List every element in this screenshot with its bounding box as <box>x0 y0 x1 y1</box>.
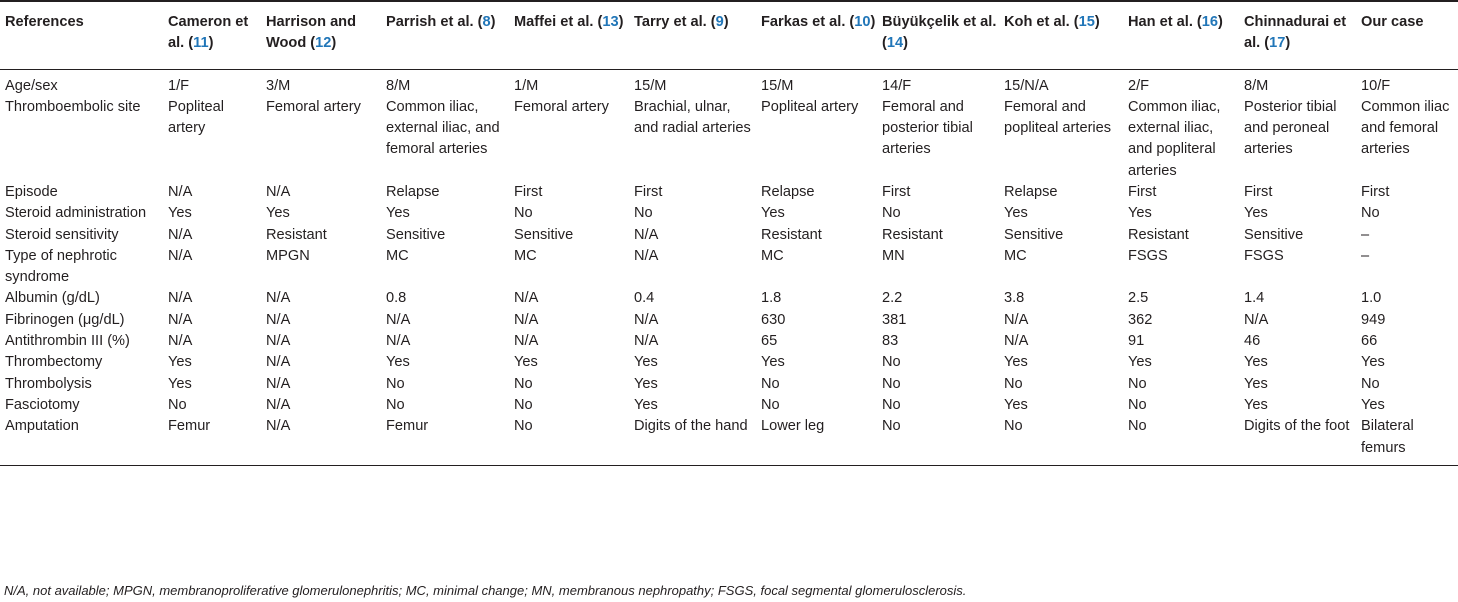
reference-close-paren: ) <box>331 35 337 52</box>
row-label: Thrombectomy <box>5 354 103 371</box>
row-label: Thrombolysis <box>5 375 92 392</box>
column-header-label: Parrish et al. ( <box>386 14 483 30</box>
table-cell: No <box>1128 396 1147 413</box>
column-header-11 <box>1356 1 1458 69</box>
table-row <box>0 182 1458 203</box>
table-cell: N/A <box>386 333 411 350</box>
table-row <box>0 225 1458 246</box>
table-cell: 3.8 <box>1004 290 1025 307</box>
table-cell: No <box>1128 375 1147 392</box>
table-cell: Yes <box>514 354 538 371</box>
table-row <box>0 97 1458 182</box>
table-row <box>0 246 1458 289</box>
row-label: Type of nephrotic syndrome <box>5 247 117 286</box>
table-cell: Yes <box>1004 396 1028 413</box>
reference-link[interactable]: 9 <box>715 14 724 30</box>
table-cell: Common iliac, external iliac, and femoral arteries <box>386 98 500 158</box>
table-cell: 10/F <box>1361 77 1391 94</box>
reference-close-paren: ) <box>208 35 214 52</box>
column-header-5 <box>629 1 756 69</box>
table-cell: N/A <box>266 183 291 200</box>
table-cell: Yes <box>1361 396 1385 413</box>
table-cell: 83 <box>882 333 899 350</box>
table-cell: MC <box>1004 247 1027 264</box>
table-cell: Femoral artery <box>514 98 609 115</box>
table-cell: – <box>1361 247 1370 264</box>
table-cell: No <box>386 396 405 413</box>
table-cell: First <box>882 183 911 200</box>
reference-close-paren: ) <box>723 14 729 30</box>
table-footnote: N/A, not available; MPGN, membranoproliferative glomerulonephritis; MC, minimal change; MN, membranous nephropathy; FSGS, focal segmental glomerulosclerosis. <box>4 583 967 598</box>
table-cell: Yes <box>1004 205 1028 222</box>
table-cell: – <box>1361 226 1370 243</box>
table-cell: FSGS <box>1244 247 1284 264</box>
row-label: Antithrombin III (%) <box>5 333 130 350</box>
table-cell: Sensitive <box>1244 226 1304 243</box>
table-cell: 15/N/A <box>1004 77 1049 94</box>
reference-link[interactable]: 14 <box>886 35 904 52</box>
table-cell: Yes <box>168 205 192 222</box>
table-cell: N/A <box>514 311 539 328</box>
table-cell: No <box>882 354 901 371</box>
table-cell: 1/F <box>168 77 190 94</box>
table-cell: Sensitive <box>1004 226 1064 243</box>
table-cell: Yes <box>168 375 192 392</box>
table-cell: No <box>386 375 405 392</box>
row-label: Steroid sensitivity <box>5 226 119 243</box>
table-row <box>0 416 1458 465</box>
table-row <box>0 352 1458 373</box>
table-cell: No <box>882 418 901 435</box>
table-cell: Yes <box>386 354 410 371</box>
table-cell: No <box>514 418 533 435</box>
table-row <box>0 374 1458 395</box>
table-cell: Yes <box>168 354 192 371</box>
table-cell: N/A <box>266 333 291 350</box>
reference-close-paren: ) <box>1285 35 1291 52</box>
column-header-label: Han et al. ( <box>1128 14 1202 30</box>
table-cell: Resistant <box>882 226 943 243</box>
table-cell: Femur <box>386 418 429 435</box>
table-cell: Resistant <box>761 226 822 243</box>
table-cell: Relapse <box>386 183 440 200</box>
table-cell: Yes <box>1244 205 1268 222</box>
reference-link[interactable]: 8 <box>482 14 491 30</box>
table-cell: FSGS <box>1128 247 1168 264</box>
reference-link[interactable]: 15 <box>1078 14 1095 30</box>
column-header-label: Our case <box>1361 14 1424 30</box>
table-cell: 91 <box>1128 333 1145 350</box>
table-cell: No <box>761 375 780 392</box>
table-cell: 14/F <box>882 77 912 94</box>
table-cell: 8/M <box>386 77 411 94</box>
table-cell: Yes <box>1128 354 1152 371</box>
table-cell: Sensitive <box>514 226 574 243</box>
table-cell: Common iliac, external iliac, and popliteral arteries <box>1128 98 1221 179</box>
table-cell: Digits of the hand <box>634 418 748 435</box>
table-cell: Relapse <box>1004 183 1058 200</box>
reference-close-paren: ) <box>870 14 876 30</box>
table-cell: First <box>514 183 543 200</box>
table-cell: 630 <box>761 311 786 328</box>
table-cell: Lower leg <box>761 418 825 435</box>
column-header-label: References <box>5 14 84 30</box>
reference-close-paren: ) <box>490 14 496 30</box>
column-header-label: Chinnadurai et al. ( <box>1244 14 1347 52</box>
table-cell: 8/M <box>1244 77 1269 94</box>
table-cell: N/A <box>1244 311 1269 328</box>
table-cell: 65 <box>761 333 778 350</box>
table-cell: No <box>514 396 533 413</box>
table-cell: Common iliac and femoral arteries <box>1361 98 1450 158</box>
table-cell: Yes <box>1244 375 1268 392</box>
table-cell: Yes <box>1244 354 1268 371</box>
table-cell: N/A <box>168 333 193 350</box>
column-header-8 <box>999 1 1123 69</box>
reference-close-paren: ) <box>903 35 908 52</box>
table-cell: No <box>882 205 901 222</box>
table-cell: MC <box>761 247 784 264</box>
table-cell: MN <box>882 247 905 264</box>
table-cell: 362 <box>1128 311 1153 328</box>
table-cell: Yes <box>1128 205 1152 222</box>
table-cell: 66 <box>1361 333 1378 350</box>
row-label: Amputation <box>5 418 79 435</box>
table-cell: 15/M <box>761 77 794 94</box>
table-cell: MC <box>514 247 537 264</box>
table-cell: 0.4 <box>634 290 655 307</box>
column-header-label: Büyükçelik et al. ( <box>882 14 997 52</box>
table-cell: First <box>1244 183 1273 200</box>
table-cell: MC <box>386 247 409 264</box>
table-cell: Yes <box>761 354 785 371</box>
table-cell: 1.8 <box>761 290 782 307</box>
table-cell: 0.8 <box>386 290 407 307</box>
table-cell: N/A <box>514 290 539 307</box>
table-cell: N/A <box>1004 333 1029 350</box>
table-cell: N/A <box>266 354 291 371</box>
table-cell: Sensitive <box>386 226 446 243</box>
table-cell: N/A <box>168 311 193 328</box>
table-cell: Yes <box>761 205 785 222</box>
table-cell: First <box>1128 183 1157 200</box>
table-cell: 1.0 <box>1361 290 1382 307</box>
reference-link[interactable]: 10 <box>854 14 871 30</box>
column-header-2 <box>261 1 381 69</box>
column-header-1 <box>163 1 261 69</box>
table-cell: Relapse <box>761 183 815 200</box>
table-cell: 3/M <box>266 77 291 94</box>
column-header-6 <box>756 1 877 69</box>
table-cell: Femoral artery <box>266 98 361 115</box>
column-header-4 <box>509 1 629 69</box>
table-cell: N/A <box>634 226 659 243</box>
reference-close-paren: ) <box>618 14 624 30</box>
reference-close-paren: ) <box>1218 14 1223 30</box>
column-header-label: Harrison and Wood ( <box>266 14 357 52</box>
table-row <box>0 395 1458 416</box>
table-cell: No <box>514 205 533 222</box>
table-cell: 2/F <box>1128 77 1150 94</box>
table-cell: N/A <box>168 183 193 200</box>
table-cell: No <box>1004 375 1023 392</box>
row-label: Steroid administration <box>5 205 147 222</box>
table-cell: 15/M <box>634 77 667 94</box>
row-label: Episode <box>5 183 58 200</box>
reference-link[interactable]: 13 <box>602 14 619 30</box>
table-cell: Yes <box>1361 354 1385 371</box>
table-cell: 1.4 <box>1244 290 1265 307</box>
reference-close-paren: ) <box>1094 14 1100 30</box>
table-cell: Femoral and popliteal arteries <box>1004 98 1112 137</box>
table-cell: 381 <box>882 311 907 328</box>
reference-link[interactable]: 16 <box>1201 14 1219 30</box>
table-cell: No <box>514 375 533 392</box>
column-header-label: Koh et al. ( <box>1004 14 1079 30</box>
table-cell: First <box>634 183 663 200</box>
column-header-10 <box>1239 1 1356 69</box>
column-header-label: Farkas et al. ( <box>761 14 855 30</box>
table-cell: Femoral and posterior tibial arteries <box>882 98 973 158</box>
table-row <box>0 288 1458 309</box>
row-label: Fasciotomy <box>5 396 80 413</box>
table-cell: No <box>634 205 653 222</box>
table-cell: Yes <box>1004 354 1028 371</box>
table-cell: No <box>761 396 780 413</box>
table-cell: N/A <box>168 247 193 264</box>
header-row <box>0 1 1458 69</box>
column-header-label: Maffei et al. ( <box>514 14 603 30</box>
column-header-label: Tarry et al. ( <box>634 14 716 30</box>
table-cell: No <box>882 375 901 392</box>
table-cell: No <box>1128 418 1147 435</box>
table-cell: No <box>882 396 901 413</box>
table-cell: First <box>1361 183 1390 200</box>
column-header-9 <box>1123 1 1239 69</box>
table-cell: Yes <box>266 205 290 222</box>
reference-link[interactable]: 12 <box>315 35 332 52</box>
table-cell: N/A <box>168 290 193 307</box>
table-cell: No <box>1004 418 1023 435</box>
row-label: Albumin (g/dL) <box>5 290 100 307</box>
reference-link[interactable]: 11 <box>193 35 209 52</box>
table-cell: 949 <box>1361 311 1386 328</box>
column-header-3 <box>381 1 509 69</box>
table-cell: MPGN <box>266 247 310 264</box>
table-cell: 2.5 <box>1128 290 1149 307</box>
table-row <box>0 310 1458 331</box>
table-cell: N/A <box>266 311 291 328</box>
table-cell: N/A <box>634 333 659 350</box>
table-row <box>0 203 1458 224</box>
row-label: Fibrinogen (μg/dL) <box>5 311 125 328</box>
table-cell: 2.2 <box>882 290 903 307</box>
table-cell: 1/M <box>514 77 539 94</box>
table-cell: N/A <box>266 375 291 392</box>
table-cell: Digits of the foot <box>1244 418 1350 435</box>
table-cell: N/A <box>266 290 291 307</box>
table-cell: N/A <box>514 333 539 350</box>
table-cell: N/A <box>386 311 411 328</box>
table-cell: N/A <box>634 311 659 328</box>
table-cell: N/A <box>168 226 193 243</box>
table-row <box>0 331 1458 352</box>
table-cell: No <box>1361 375 1380 392</box>
table-cell: 46 <box>1244 333 1261 350</box>
table-cell: Brachial, ulnar, and radial arteries <box>634 98 751 137</box>
table-cell: No <box>168 396 187 413</box>
table-cell: N/A <box>266 396 291 413</box>
table-cell: Yes <box>634 354 658 371</box>
table-cell: Femur <box>168 418 211 435</box>
table-cell: Popliteal artery <box>168 98 224 137</box>
row-label: Thromboembolic site <box>5 98 141 115</box>
column-header-label: Cameron et al. ( <box>168 14 249 52</box>
table-cell: Popliteal artery <box>761 98 859 115</box>
table-cell: N/A <box>266 418 291 435</box>
table-cell: Resistant <box>266 226 327 243</box>
table-cell: Yes <box>1244 396 1268 413</box>
row-label: Age/sex <box>5 77 58 94</box>
table-cell: Yes <box>386 205 410 222</box>
table-cell: Yes <box>634 396 658 413</box>
reference-link[interactable]: 17 <box>1269 35 1286 52</box>
table-cell: N/A <box>634 247 659 264</box>
table-cell: Bilateral femurs <box>1361 418 1414 456</box>
column-header-0 <box>0 1 163 69</box>
table-cell: Resistant <box>1128 226 1189 243</box>
table-cell: No <box>1361 205 1380 222</box>
table-cell: Posterior tibial and peroneal arteries <box>1244 98 1337 158</box>
column-header-7 <box>877 1 999 69</box>
table-cell: Yes <box>634 375 658 392</box>
table-row <box>0 69 1458 97</box>
table-cell: N/A <box>1004 311 1029 328</box>
